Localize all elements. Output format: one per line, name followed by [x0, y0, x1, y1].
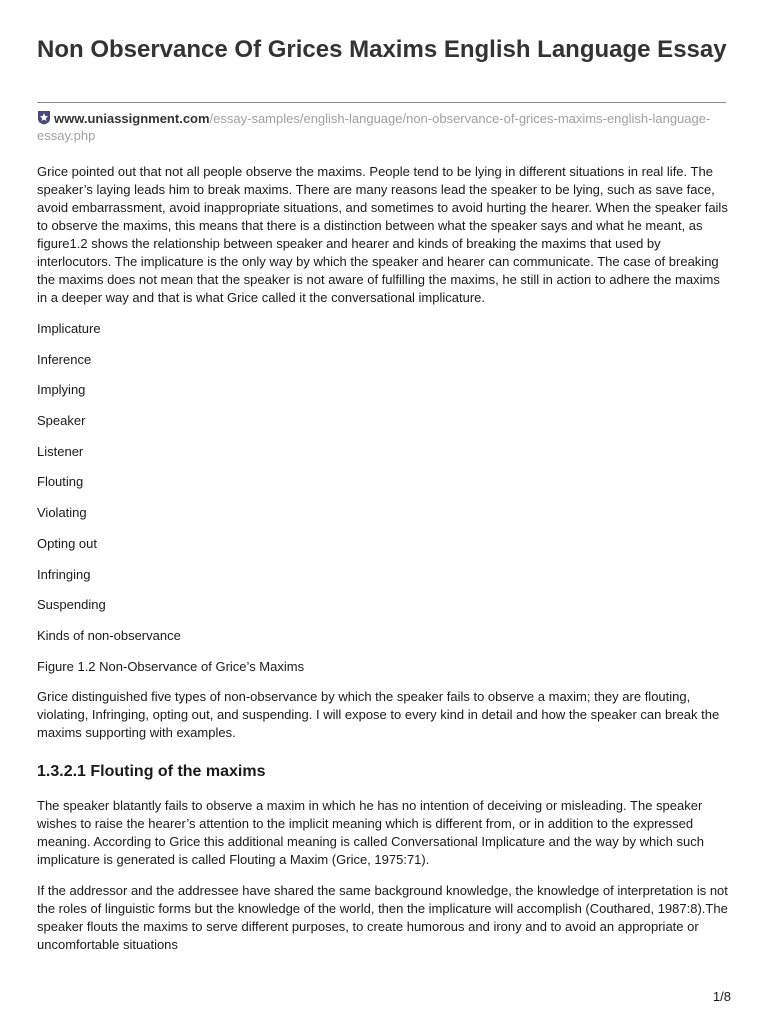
flouting-paragraph: The speaker blatantly fails to observe a maxim in which he has no intention of deceiving or misleading. The speaker wishes to raise the hearer’s attention to the implicit meaning which is different from, or in addition to the expressed meaning. According to Grice this additional meaning is called Conversational Implicature and the way by which such implicature is generated is called Flouting a Maxim (Grice, 1975:71).	[37, 797, 704, 867]
page-title: Non Observance Of Grices Maxims English Language Essay	[37, 36, 727, 63]
source-path[interactable]: /essay-samples/english-language/non-observance-of-grices-maxims-english-language-essay.php	[37, 111, 711, 143]
figure-caption: Figure 1.2 Non-Observance of Grice’s Maxims	[37, 658, 305, 674]
site-shield-icon	[37, 110, 51, 125]
figure-term: Implicature	[37, 321, 101, 336]
essay-body	[37, 163, 733, 954]
page-indicator: 1/8	[712, 989, 731, 1004]
source-url[interactable]	[37, 110, 727, 144]
figure-term: Violating	[37, 505, 87, 521]
figure-term: Listener	[37, 443, 84, 459]
source-domain[interactable]: www.uniassignment.com	[54, 111, 210, 126]
figure-term: Speaker	[37, 413, 86, 429]
figure-term: Infringing	[37, 566, 91, 582]
title-divider	[37, 102, 726, 103]
types-paragraph: Grice distinguished five types of non-observance by which the speaker fails to observe a maxim; they are flouting, violating, Infringing, opting out, and suspending. I will expose to every kind in detail and how the speaker can break the maxims supporting with examples.	[37, 688, 720, 740]
section-heading: 1.3.2.1 Flouting of the maxims	[37, 762, 266, 780]
figure-term-list	[37, 320, 733, 645]
figure-term: Implying	[37, 382, 86, 398]
intro-paragraph: Grice pointed out that not all people observe the maxims. People tend to be lying in different situations in real life. The speaker’s laying leads him to break maxims. There are many reasons lead the speaker to be lying, such as save face, avoid embarrassment, avoid inappropriate situations, and sometimes to avoid hurting the hearer. When the speaker fails to observe the maxims, this means that there is a distinction between what the speaker says and what he meant, as figure1.2 shows the relationship between speaker and hearer and kinds of breaking the maxims that used by interlocutors. The implicature is the only way by which the speaker and hearer can communicate. The case of breaking the maxims does not mean that the speaker is not aware of fulfilling the maxims, he still in action to adhere the maxims in a deeper way and that is what Grice called it the conversational implicature.	[37, 164, 728, 305]
flouting-paragraph: If the addressor and the addressee have shared the same background knowledge, the knowledge of interpretation is not the roles of linguistic forms but the knowledge of the world, then the implicature will accomplish (Couthared, 1987:8).The speaker flouts the maxims to serve different purposes, to create humorous and irony and to avoid an appropriate or uncomfortable situations	[37, 882, 728, 952]
figure-term: Flouting	[37, 474, 84, 490]
figure-term: Suspending	[37, 597, 106, 613]
figure-term: Inference	[37, 351, 92, 367]
figure-term: Opting out	[37, 535, 97, 551]
figure-term: Kinds of non-observance	[37, 627, 181, 643]
